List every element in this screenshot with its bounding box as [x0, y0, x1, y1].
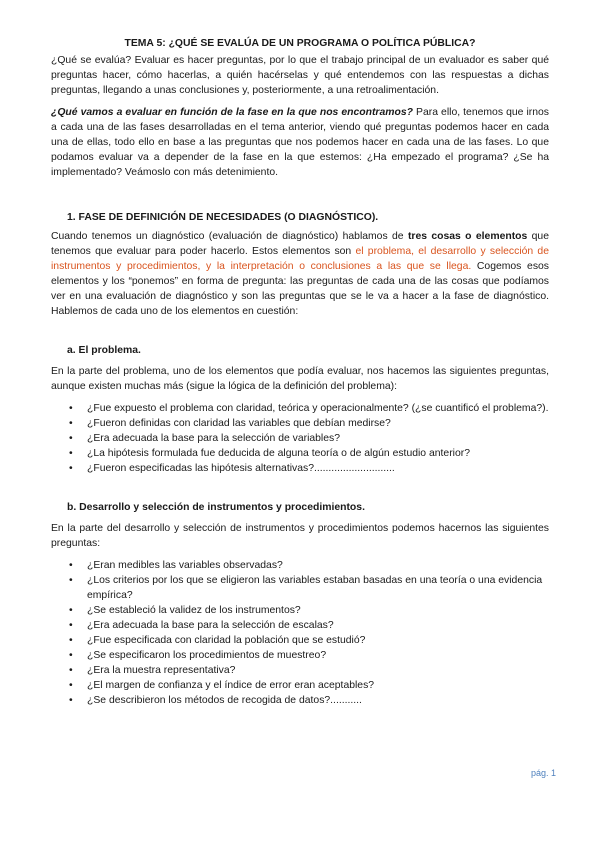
subsection-b-intro: En la parte del desarrollo y selección de instrumentos y procedimientos podemos hacernos las siguientes preguntas:	[51, 523, 549, 549]
list-item: • ¿Se describieron los métodos de recogida de datos?...........	[87, 693, 549, 708]
section-1-heading: 1. FASE DE DEFINICIÓN DE NECESIDADES (O DIAGNÓSTICO).	[67, 212, 379, 223]
subsection-a-intro: En la parte del problema, uno de los elementos que podía evaluar, nos hacemos las siguientes preguntas, aunque existen muchas más (sigue la lógica de la definición del problema):	[51, 366, 549, 392]
section-1-text-a: Cuando tenemos un diagnóstico (evaluación de diagnóstico) hablamos de	[51, 231, 408, 242]
list-item: • ¿Se especificaron los procedimientos de muestreo?	[87, 648, 549, 663]
list-item: • ¿Fue expuesto el problema con claridad, teórica y operacionalmente? (¿se cuantificó el problema?).	[87, 401, 549, 416]
list-item: • ¿Fueron definidas con claridad las variables que debían medirse?	[87, 416, 549, 431]
list-item: • ¿Los criterios por los que se eligieron las variables estaban basadas en una teoría o una evidencia empírica?	[87, 573, 549, 603]
list-item: • ¿Fue especificada con claridad la población que se estudió?	[87, 633, 549, 648]
subsection-b-list	[51, 558, 549, 708]
section-1-text-bold: tres cosas o elementos	[407, 231, 528, 242]
list-item: • ¿Eran medibles las variables observadas?	[87, 558, 549, 573]
subsection-a-heading: a. El problema.	[67, 345, 141, 356]
subsection-b-heading: b. Desarrollo y selección de instrumentos y procedimientos.	[67, 502, 365, 513]
section-1-text-b: que tenemos que evaluar para poder hacerlo. Estos elementos son	[51, 231, 549, 257]
list-item: • ¿La hipótesis formulada fue deducida de alguna teoría o de algún estudio anterior?	[87, 446, 549, 461]
page-number: pág. 1	[530, 768, 556, 778]
question-text: Para ello, tenemos que irnos a cada una de las fases desarrolladas en el tema anterior, viendo qué preguntas podemos hacer en cada una de ellas, todo ello en base a las preguntas que nos podemos hacer en cada una de las fases. Lo que podamos evaluar va a depender de la fase en la que estemos: ¿Ha empezado el programa? ¿Se ha implementado? Veámoslo con más detenimiento.	[51, 107, 549, 178]
document-title: TEMA 5: ¿QUÉ SE EVALÚA DE UN PROGRAMA O POLÍTICA PÚBLICA?	[124, 38, 476, 49]
list-item: • ¿Se estableció la validez de los instrumentos?	[87, 603, 549, 618]
subsection-a-list	[51, 401, 549, 476]
list-item: • ¿Era adecuada la base para la selección de escalas?	[87, 618, 549, 633]
section-1-text-c: Cogemos esos elementos y los “ponemos” en forma de pregunta: las preguntas de cada una de las cosas que podíamos ver en una evaluación de diagnóstico y son las preguntas que se le va a hacer a la fase de diagnóstico. Hablemos de cada uno de los elementos en cuestión:	[51, 261, 549, 317]
section-1-paragraph	[51, 229, 549, 319]
section-1-text-accent: el problema, el desarrollo y selección de instrumentos y procedimientos, y la interpretación o conclusiones a las que se llega.	[51, 246, 549, 272]
intro-paragraph: ¿Qué se evalúa? Evaluar es hacer preguntas, por lo que el trabajo principal de un evaluador es saber qué preguntas hacer, cómo hacerlas, a quién hacérselas y qué entendemos con las respuestas a dichas preguntas, llegando a unas conclusiones y, posteriormente, a una retroalimentación.	[51, 55, 549, 96]
list-item: • ¿Fueron especificadas las hipótesis alternativas?............................	[87, 461, 549, 476]
list-item: • ¿Era la muestra representativa?	[87, 663, 549, 678]
list-item: • ¿Era adecuada la base para la selección de variables?	[87, 431, 549, 446]
question-lead: ¿Qué vamos a evaluar en función de la fase en la que nos encontramos?	[51, 107, 413, 118]
question-paragraph	[51, 105, 549, 180]
list-item: • ¿El margen de confianza y el índice de error eran aceptables?	[87, 678, 549, 693]
